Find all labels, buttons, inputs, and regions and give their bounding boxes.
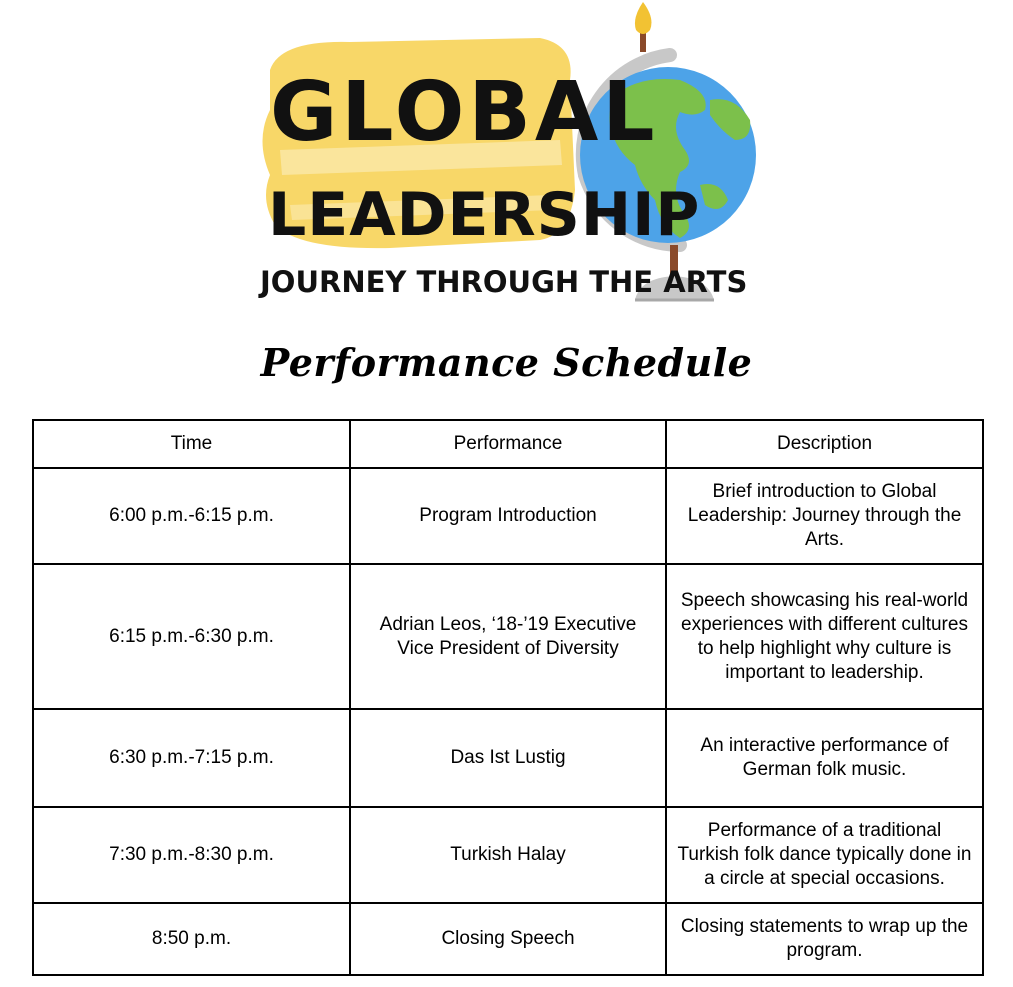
table-row xyxy=(33,903,983,975)
logo xyxy=(240,0,780,320)
time-cell: 8:50 p.m. xyxy=(33,903,350,975)
performance-cell: Das Ist Lustig xyxy=(350,709,666,807)
time-cell: 6:00 p.m.-6:15 p.m. xyxy=(33,468,350,564)
column-header-description: Description xyxy=(666,420,983,468)
description-cell: Speech showcasing his real-world experiences with different cultures to help highlight why culture is important to leadership. xyxy=(666,564,983,709)
description-cell: Brief introduction to Global Leadership: Journey through the Arts. xyxy=(666,468,983,564)
description-cell: An interactive performance of German folk music. xyxy=(666,709,983,807)
description-cell: Closing statements to wrap up the program. xyxy=(666,903,983,975)
description-cell: Performance of a traditional Turkish folk dance typically done in a circle at special occasions. xyxy=(666,807,983,903)
performance-cell: Program Introduction xyxy=(350,468,666,564)
table-row xyxy=(33,807,983,903)
logo-line1: GLOBAL xyxy=(270,65,659,160)
table-header-row xyxy=(33,420,983,468)
logo-line2: LEADERSHIP xyxy=(268,180,701,250)
performance-cell: Turkish Halay xyxy=(350,807,666,903)
column-header-performance: Performance xyxy=(350,420,666,468)
globe-logo-graphic xyxy=(240,0,780,320)
page-title: Performance Schedule xyxy=(260,340,753,385)
performance-cell: Closing Speech xyxy=(350,903,666,975)
time-cell: 6:30 p.m.-7:15 p.m. xyxy=(33,709,350,807)
time-cell: 6:15 p.m.-6:30 p.m. xyxy=(33,564,350,709)
column-header-time: Time xyxy=(33,420,350,468)
time-cell: 7:30 p.m.-8:30 p.m. xyxy=(33,807,350,903)
table-row xyxy=(33,564,983,709)
table-row xyxy=(33,709,983,807)
table-row xyxy=(33,468,983,564)
schedule-table xyxy=(32,419,984,976)
performance-cell: Adrian Leos, ‘18-’19 Executive Vice President of Diversity xyxy=(350,564,666,709)
logo-tagline: JOURNEY THROUGH THE ARTS xyxy=(260,265,748,299)
